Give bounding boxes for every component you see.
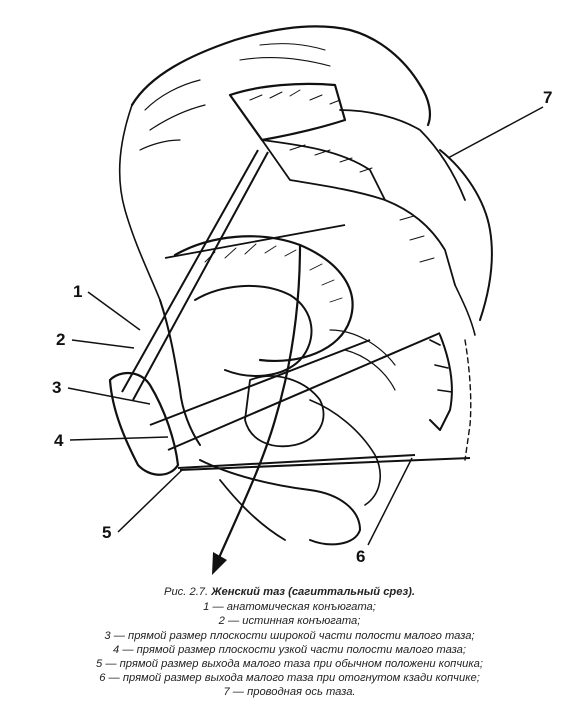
leader-5 [118, 470, 182, 532]
label-6: 6 [356, 547, 366, 566]
pelvic-axis-curve [218, 245, 300, 560]
caption-title: Женский таз (сагиттальный срез). [211, 586, 416, 598]
sacrum [230, 84, 345, 140]
leader-2 [72, 340, 134, 348]
caption-item-1: 1 — анатомическая конъюгата; [203, 601, 376, 614]
label-4: 4 [54, 431, 64, 450]
label-7: 7 [543, 88, 553, 107]
coccyx [430, 335, 452, 430]
caption-item-6: 6 — прямой размер выхода малого таза при отогнутом кзади копчике; [99, 672, 480, 685]
figure-caption [0, 585, 579, 700]
leader-1 [88, 292, 140, 330]
label-3: 3 [52, 378, 62, 397]
pelvis-drawing [110, 26, 492, 544]
narrow-plane-line [168, 333, 440, 450]
caption-item-3: 3 — прямой размер плоскости широкой части полости малого таза; [104, 629, 475, 642]
true-conjugate-line [133, 152, 268, 400]
figure-labels [52, 88, 552, 566]
caption-title-line [0, 585, 579, 599]
pubic-symphysis [110, 373, 178, 475]
leader-6 [368, 458, 412, 545]
leader-7 [448, 107, 543, 158]
wide-plane-line [150, 340, 370, 425]
caption-item-2: 2 — истинная конъюгата; [218, 615, 361, 628]
iliac-wing [132, 26, 430, 125]
leader-4 [70, 437, 168, 440]
measurement-lines [68, 107, 543, 575]
label-1: 1 [73, 282, 83, 301]
caption-item-7: 7 — проводная ось таза. [223, 686, 356, 699]
caption-item-4: 4 — прямой размер плоскости узкой части полости малого таза; [113, 643, 466, 656]
anatomical-conjugate-line [122, 150, 258, 392]
caption-item-5: 5 — прямой размер выхода малого таза при обычном положени копчика; [96, 658, 483, 671]
pelvic-ring [175, 236, 353, 361]
label-5: 5 [102, 523, 112, 542]
label-2: 2 [56, 330, 66, 349]
caption-prefix: Рис. 2.7. [163, 586, 209, 598]
